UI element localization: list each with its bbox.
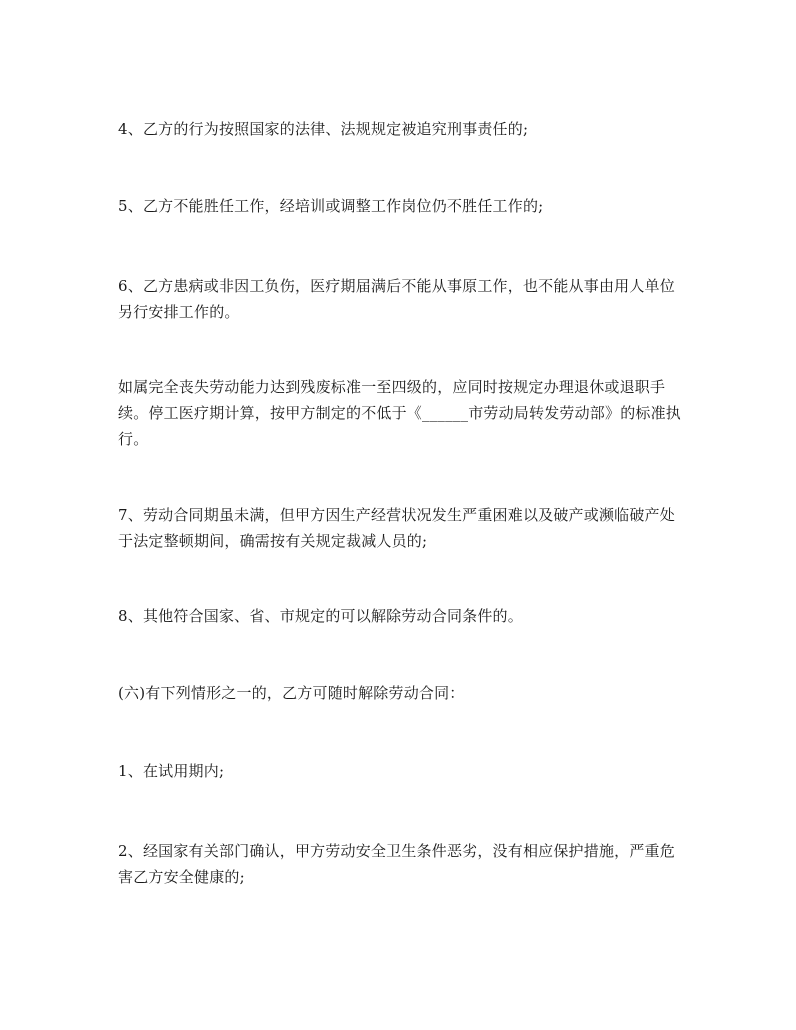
disability-note: 如属完全丧失劳动能力达到残废标准一至四级的，应同时按规定办理退休或退职手续。停工医疗期计算，按甲方制定的不低于《______市劳动局转发劳动部》的标准执行。 bbox=[118, 378, 682, 448]
clause-7: 7、劳动合同期虽未满，但甲方因生产经营状况发生严重困难以及破产或濒临破产处于法定整顿期间，确需按有关规定裁减人员的; bbox=[118, 506, 675, 550]
clause-4: 4、乙方的行为按照国家的法律、法规规定被追究刑事责任的; bbox=[118, 120, 529, 138]
clause-5: 5、乙方不能胜任工作，经培训或调整工作岗位仍不胜任工作的; bbox=[118, 197, 544, 215]
section-6-heading: (六)有下列情形之一的，乙方可随时解除劳动合同： bbox=[118, 684, 465, 702]
clause-1: 1、在试用期内; bbox=[118, 762, 225, 780]
clause-6: 6、乙方患病或非因工负伤，医疗期届满后不能从事原工作，也不能从事由用人单位另行安排工作的。 bbox=[118, 277, 675, 321]
clause-8: 8、其他符合国家、省、市规定的可以解除劳动合同条件的。 bbox=[118, 607, 523, 625]
clause-2: 2、经国家有关部门确认，甲方劳动安全卫生条件恶劣，没有相应保护措施，严重危害乙方安全健康的; bbox=[118, 842, 675, 886]
